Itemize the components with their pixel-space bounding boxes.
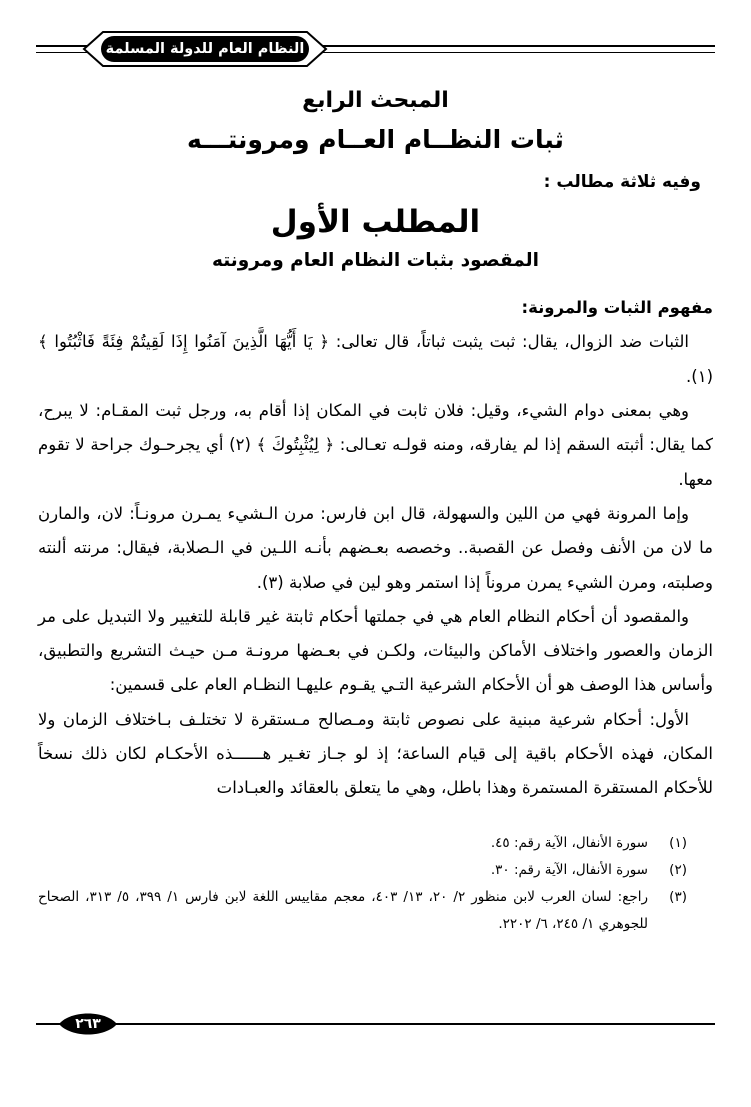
paragraph: وهي بمعنى دوام الشيء، وقيل: فلان ثابت في المكان إذا أقام به، ورجل ثبت المقـام: لا يبرح، كما يقال: أثبته السقم إذا لم يفارقه، ومنه قولـه تعـالى: ﴿ لِيُثْبِتُوكَ ﴾ (٢) أي يجرحـوك جراحة لا تقوم معها. [38,400,713,489]
paragraph: الأول: أحكام شرعية مبنية على نصوص ثابتة ومـصالح مـستقرة لا تختلـف بـاختلاف الزمان ولا المكان، فهذه الأحكام باقية إلى قيام الساعة؛ إذ لو جـاز تغـير هــــــذه الأحكـام لكان ذلك نسخاً للأحكام المستقرة المستمرة وهذا باطل، وهي ما يتعلق بالعقائد والعبـادات [38,709,713,798]
body-text [38,291,713,806]
body-lead-heading: مفهوم الثبات والمرونة: [521,298,713,317]
footnote-text: سورة الأنفال، الآية رقم: ٤٥. [490,834,648,851]
section-heading: المبحث الرابع [302,88,449,113]
footnote-item [38,830,687,857]
page-content [38,84,713,938]
footnote-text: سورة الأنفال، الآية رقم: ٣٠. [490,861,648,878]
paragraph: وإما المرونة فهي من اللين والسهولة، قال ابن فارس: مرن الـشيء يمـرن مرونـاً: لان، والمارن ما لان من الأنف وفصل عن القصبة.. وخصصه بعـضهم بأنـه اللـين في الـصلابة، فيقال: مرنته ألنته وصلبته، ومرن الشيء يمرن مروناً إذا استمر وهو لين في صلابة (٣). [38,503,713,592]
footnote-item [38,884,687,938]
book-title: النظام العام للدولة المسلمة [101,36,309,62]
paragraph: والمقصود أن أحكام النظام العام هي في جملتها أحكام ثابتة غير قابلة للتغيير ولا التبديل على مر الزمان والعصور واختلاف الأماكن والبيئات، ولكـن في بعـضها مرونـة مـن حيـث التشريع والتطبيق، وأساس هذا الوصف هو أن الأحكام الشرعية التـي يقـوم عليهـا النظـام العام على قسمين: [38,606,713,695]
paragraph: الثبات ضد الزوال، يقال: ثبت يثبت ثباتاً، قال تعالى: ﴿ يَا أَيُّهَا الَّذِينَ آمَنُوا إِذَا لَقِيتُمْ فِئَةً فَاثْبُتُوا ﴾ (١). [38,332,713,386]
page-number-badge [58,1009,118,1039]
intro-line: وفيه ثلاثة مطالب : [543,172,701,192]
footnote-number: (٣) [669,888,687,905]
chapter-title: ثبات النظــام العــام ومرونتـــه [187,125,564,154]
footnotes-section [38,830,713,938]
subsection-heading: المطلب الأول [270,204,481,240]
footnote-number: (١) [669,834,687,851]
subsection-subtitle: المقصود بثبات النظام العام ومرونته [212,250,539,271]
footnote-item [38,857,687,884]
page-number: ٢٦٣ [75,1016,101,1032]
footer-rule [36,1023,715,1025]
footnote-number: (٢) [669,861,687,878]
footnote-text: راجع: لسان العرب لابن منظور ٢/ ٢٠، ١٣/ ٤٠٣، معجم مقاييس اللغة لابن فارس ١/ ٣٩٩، ٥/ ٣١٣، الصحاح للجوهري ١/ ٢٤٥، ٦/ ٢٢٠٢. [38,888,649,932]
header-banner [82,29,328,69]
